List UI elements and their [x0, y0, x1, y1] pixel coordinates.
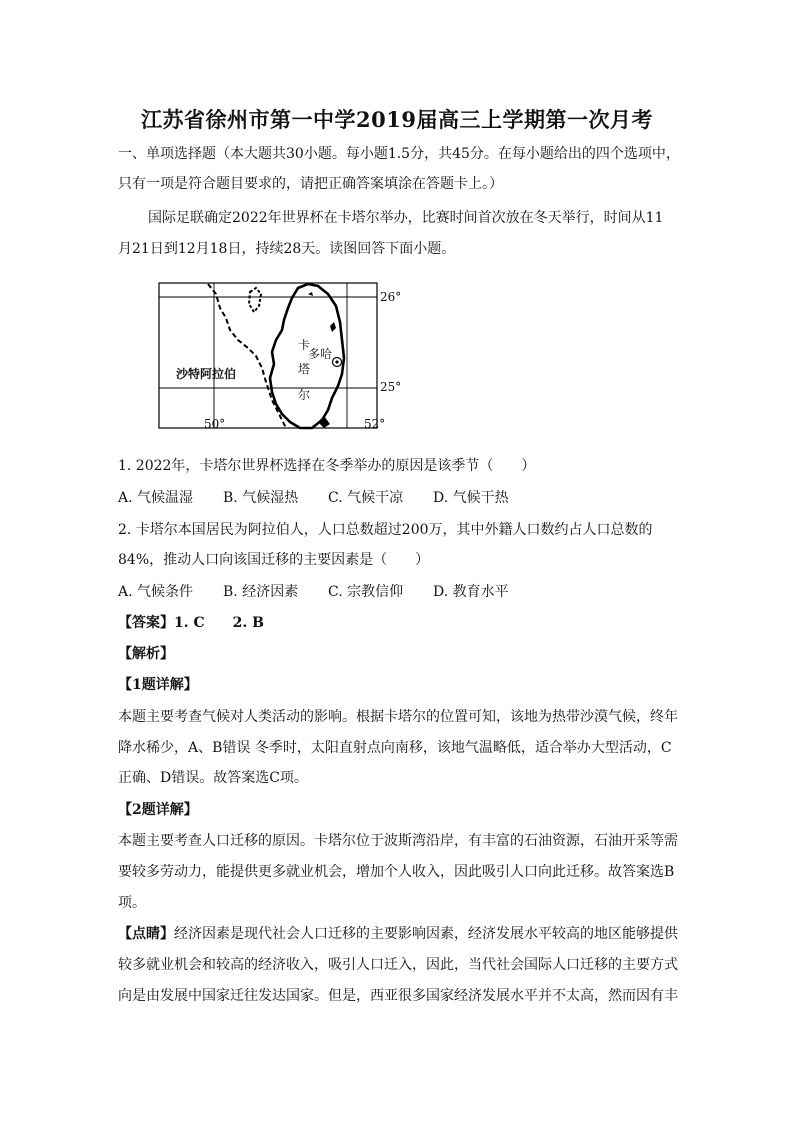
south-landmark: [318, 416, 330, 428]
q2-option-c: C. 宗教信仰: [328, 584, 404, 600]
tip-line-3: 向是由发展中国家迁往发达国家。但是，西亚很多国家经济发展水平并不太高，然而因有丰: [118, 988, 678, 1004]
question-1: 1. 2022年，卡塔尔世界杯选择在冬季举办的原因是该季节（ ）: [118, 458, 536, 474]
bahrain-island: [249, 288, 261, 312]
island-east: [330, 322, 336, 332]
doha-marker-dot: [335, 360, 338, 363]
q2-option-d: D. 教育水平: [433, 584, 509, 600]
qatar-peninsula: [270, 284, 344, 428]
q2-detail-line-2: 要较多劳动力，能提供更多就业机会，增加个人收入，因此吸引人口向此迁移。故答案选B: [118, 864, 675, 880]
q1-option-b: B. 气候湿热: [223, 490, 299, 506]
lon-50-label: 50°: [204, 417, 226, 431]
island-north: [308, 292, 313, 296]
q2-detail-label: 【2题详解】: [118, 802, 198, 818]
lat-26-label: 26°: [380, 290, 402, 304]
question-2-line-1: 2. 卡塔尔本国居民为阿拉伯人，人口总数超过200万，其中外籍人口数约占人口总数的: [118, 522, 653, 538]
q1-detail-line-3: 正确、D错误。故答案选C项。: [118, 770, 308, 786]
tip-text-1: 经济因素是现代社会人口迁移的主要影响因素，经济发展水平较高的地区能够提供: [174, 926, 678, 942]
section-header-line-2: 只有一项是符合题目要求的，请把正确答案填涂在答题卡上。）: [118, 176, 503, 192]
section-header-line-1: 一、单项选择题（本大题共30小题。每小题1.5分，共45分。在每小题给出的四个选项中，: [118, 146, 680, 162]
q2-option-b: B. 经济因素: [223, 584, 299, 600]
page-title: 江苏省徐州市第一中学2019届高三上学期第一次月考: [141, 107, 653, 132]
q1-option-c: C. 气候干凉: [328, 490, 404, 506]
map-drawing: [158, 282, 418, 432]
qatar-map: [158, 282, 418, 432]
qatar-label-3: 尔: [298, 388, 311, 402]
question-2-options: [118, 582, 678, 602]
qatar-label-2: 塔: [298, 362, 311, 376]
question-2-line-2: 84%，推动人口向该国迁移的主要因素是（ ）: [118, 552, 430, 568]
q1-detail-line-1: 本题主要考查气候对人类活动的影响。根据卡塔尔的位置可知，该地为热带沙漠气候，终年: [118, 709, 678, 725]
analysis-label: 【解析】: [118, 646, 174, 662]
saudi-arabia-label: 沙特阿拉伯: [176, 367, 237, 381]
doha-label: 多哈: [308, 347, 333, 361]
q1-option-d: D. 气候干热: [433, 490, 509, 506]
lat-25-label: 25°: [380, 380, 402, 394]
lon-52-label: 52°: [364, 417, 386, 431]
q2-detail-line-1: 本题主要考查人口迁移的原因。卡塔尔位于波斯湾沿岸，有丰富的石油资源，石油开采等需: [118, 833, 678, 849]
q1-detail-line-2: 降水稀少，A、B错误 冬季时，太阳直射点向南移，该地气温略低，适合举办大型活动，C: [118, 740, 672, 756]
tip-line-2: 较多就业机会和较高的经济收入，吸引人口迁入，因此，当代社会国际人口迁移的主要方式: [118, 957, 678, 973]
question-1-options: [118, 488, 678, 508]
q2-option-a: A. 气候条件: [118, 584, 194, 600]
answer-line: 【答案】1. C 2. B: [118, 615, 264, 631]
intro-line-2: 月21日到12月18日，持续28天。读图回答下面小题。: [118, 241, 456, 257]
q1-detail-label: 【1题详解】: [118, 677, 198, 693]
qatar-label-1: 卡: [298, 338, 311, 352]
saudi-coastline: [208, 284, 286, 428]
q2-detail-line-3: 项。: [118, 895, 146, 911]
tip-line-1: [118, 924, 678, 944]
tip-label: 【点睛】: [118, 926, 174, 942]
intro-line-1: 国际足联确定2022年世界杯在卡塔尔举办，比赛时间首次放在冬天举行，时间从11: [148, 210, 664, 226]
q1-option-a: A. 气候温湿: [118, 490, 194, 506]
